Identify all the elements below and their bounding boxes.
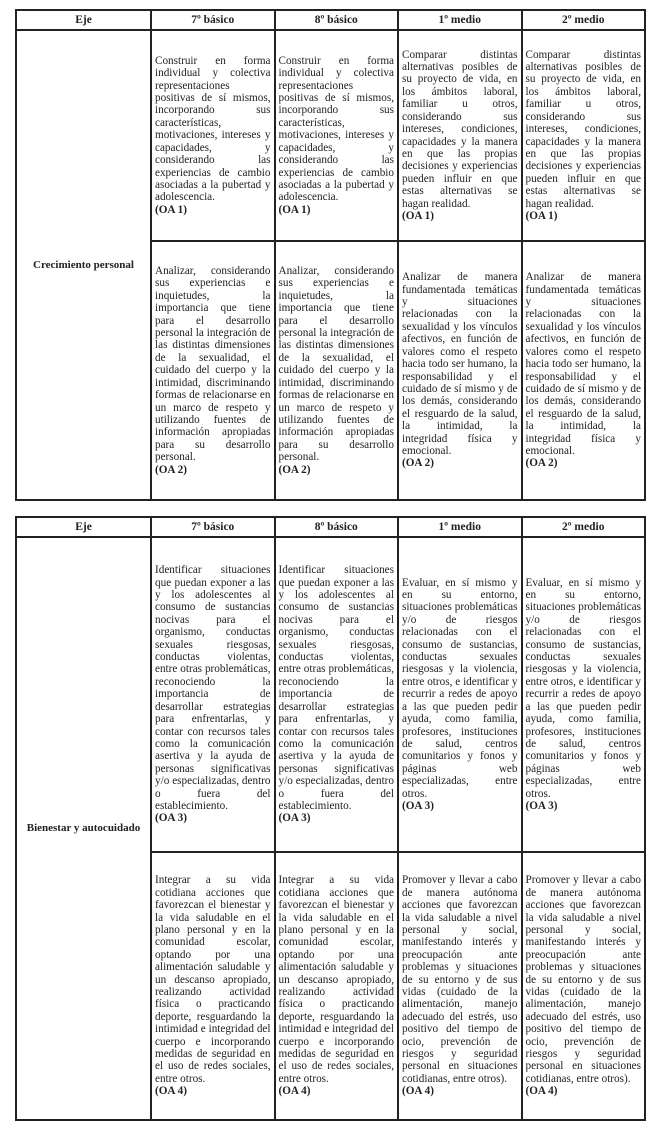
oa-code: (OA 2) <box>278 463 311 476</box>
objective-cell <box>522 241 646 500</box>
objective-text: Analizar, considerando sus experiencias e inquietudes, la importancia que tiene para el desarrollo personal la integración de las distintas dimensiones de la sexualidad, el cuidado del cuerpo y la intimidad, discriminando formas de relacionarse en un marco de respeto y utilizando fuentes de información apropiadas para su desarrollo personal. <box>155 265 271 464</box>
objective-text: Integrar a su vida cotidiana acciones que favorezcan el bienestar y la vida saludable en el plano personal y en la comunidad escolar, optando por una alimentación saludable y un descanso apropiado, realizando actividad física o practicando deporte, resguardando la intimidad e integridad del cuerpo e incorporando medidas de seguridad en el uso de redes sociales, entre otros. <box>278 874 394 1085</box>
objective-text: Identificar situaciones que puedan exponer a las y los adolescentes al consumo de sustancias nocivas para el organismo, conductas sexuales riesgosas, conductas violentas, entre otras problemáticas, reconociendo la importancia de desarrollar estrategias para enfrentarlas, y contar con recursos tales como la comunicación asertiva y la ayuda de personas significativas y/o especializadas, dentro o fuera del establecimiento. <box>155 564 271 812</box>
objective-cell <box>398 241 522 500</box>
objective-text: Analizar de manera fundamentada temáticas y situaciones relacionadas con la sexualidad y los vínculos afectivos, en función de valores como el respeto hacia todo ser humano, la responsabilidad y el cuidado de sí mismo y de los demás, considerando el resguardo de la salud, la intimidad, la integridad física y emocional. <box>525 271 641 457</box>
table-bienestar-autocuidado <box>15 516 646 1121</box>
objective-cell <box>151 30 275 241</box>
oa-code: (OA 4) <box>155 1085 188 1098</box>
objective-cell <box>398 30 522 241</box>
objective-text: Construir en forma individual y colectiva representaciones positivas de sí mismos, incorporando sus características, motivaciones, intereses y capacidades, y considerando las experiencias de cambio asociadas a la pubertad y adolescencia. <box>155 54 271 204</box>
objective-cell <box>275 537 399 852</box>
oa-code: (OA 1) <box>155 203 188 216</box>
objective-cell <box>151 852 275 1120</box>
oa-code: (OA 3) <box>278 812 311 825</box>
objective-text: Integrar a su vida cotidiana acciones que favorezcan el bienestar y la vida saludable en el plano personal y en la comunidad escolar, optando por una alimentación saludable y un descanso apropiado, realizando actividad física o practicando deporte, resguardando la intimidad e integridad del cuerpo e incorporando medidas de seguridad en el uso de redes sociales, entre otros. <box>155 874 271 1085</box>
column-header: Eje <box>16 517 151 537</box>
eje-cell: Crecimiento personal <box>16 30 151 500</box>
header-row <box>16 517 645 537</box>
oa-code: (OA 1) <box>402 209 435 222</box>
column-header: 7º básico <box>151 10 275 30</box>
objective-cell <box>522 30 646 241</box>
oa-code: (OA 3) <box>525 799 558 812</box>
table-row <box>16 537 645 852</box>
objective-text: Promover y llevar a cabo de manera autónoma acciones que favorezcan la vida saludable a nivel personal y social, manifestando interés y preocupación ante problemas y situaciones de su entorno y de sus vidas (cuidado de la alimentación, manejo adecuado del estrés, uso positivo del tiempo de ocio, prevención de riesgos y seguridad personal en situaciones cotidianas, entre otros). <box>402 874 518 1085</box>
oa-code: (OA 4) <box>278 1085 311 1098</box>
column-header: Eje <box>16 10 151 30</box>
column-header: 1º medio <box>398 517 522 537</box>
objective-cell <box>275 30 399 241</box>
header-row <box>16 10 645 30</box>
oa-code: (OA 3) <box>155 812 188 825</box>
column-header: 7º básico <box>151 517 275 537</box>
oa-code: (OA 2) <box>402 457 435 470</box>
objective-text: Identificar situaciones que puedan exponer a las y los adolescentes al consumo de sustancias nocivas para el organismo, conductas sexuales riesgosas, conductas violentas, entre otras problemáticas, reconociendo la importancia de desarrollar estrategias para enfrentarlas, y contar con recursos tales como la comunicación asertiva y la ayuda de personas significativas y/o especializadas, dentro o fuera del establecimiento. <box>278 564 394 812</box>
oa-code: (OA 4) <box>402 1085 435 1098</box>
objective-cell <box>275 852 399 1120</box>
objective-text: Promover y llevar a cabo de manera autónoma acciones que favorezcan la vida saludable a nivel personal y social, manifestando interés y preocupación ante problemas y situaciones de su entorno y de sus vidas (cuidado de la alimentación, manejo adecuado del estrés, uso positivo del tiempo de ocio, prevención de riesgos y seguridad personal en situaciones cotidianas, entre otros). <box>525 874 641 1085</box>
column-header: 8º básico <box>275 517 399 537</box>
eje-cell: Bienestar y autocuidado <box>16 537 151 1120</box>
column-header: 1º medio <box>398 10 522 30</box>
table-row <box>16 30 645 241</box>
objective-cell <box>398 852 522 1120</box>
objective-cell <box>522 852 646 1120</box>
oa-code: (OA 4) <box>525 1085 558 1098</box>
objective-cell <box>398 537 522 852</box>
objective-text: Comparar distintas alternativas posibles de su proyecto de vida, en los ámbitos laboral, familiar u otros, considerando sus intereses, condiciones, capacidades y la manera en que las propias decisiones y experiencias pueden influir en que estas alternativas se hagan realidad. <box>525 48 641 210</box>
objective-text: Analizar de manera fundamentada temáticas y situaciones relacionadas con la sexualidad y los vínculos afectivos, en función de valores como el respeto hacia todo ser humano, la responsabilidad y el cuidado de sí mismo y de los demás, considerando el resguardo de la salud, la intimidad, la integridad física y emocional. <box>402 271 518 457</box>
objective-cell <box>151 537 275 852</box>
objective-cell <box>522 537 646 852</box>
column-header: 8º básico <box>275 10 399 30</box>
objective-cell <box>151 241 275 500</box>
oa-code: (OA 1) <box>278 203 311 216</box>
oa-code: (OA 2) <box>525 457 558 470</box>
objective-cell <box>275 241 399 500</box>
column-header: 2º medio <box>522 517 646 537</box>
objective-text: Construir en forma individual y colectiva representaciones positivas de sí mismos, incorporando sus características, motivaciones, intereses y capacidades, y considerando las experiencias de cambio asociadas a la pubertad y adolescencia. <box>278 54 394 204</box>
table-crecimiento-personal <box>15 9 646 501</box>
oa-code: (OA 3) <box>402 799 435 812</box>
objective-text: Evaluar, en sí mismo y en su entorno, situaciones problemáticas y/o de riesgos relacionadas con el consumo de sustancias, conductas sexuales riesgosas y la violencia, entre otros, e identificar y recurrir a redes de apoyo a las que pueden pedir ayuda, como familia, profesores, instituciones de salud, centros comunitarios y fonos y páginas web especializadas, entre otros. <box>525 576 641 800</box>
objective-text: Analizar, considerando sus experiencias e inquietudes, la importancia que tiene para el desarrollo personal la integración de las distintas dimensiones de la sexualidad, el cuidado del cuerpo y la intimidad, discriminando formas de relacionarse en un marco de respeto y utilizando fuentes de información apropiadas para su desarrollo personal. <box>278 265 394 464</box>
column-header: 2º medio <box>522 10 646 30</box>
objective-text: Comparar distintas alternativas posibles de su proyecto de vida, en los ámbitos laboral, familiar u otros, considerando sus intereses, condiciones, capacidades y la manera en que las propias decisiones y experiencias pueden influir en que estas alternativas se hagan realidad. <box>402 48 518 210</box>
objective-text: Evaluar, en sí mismo y en su entorno, situaciones problemáticas y/o de riesgos relacionadas con el consumo de sustancias, conductas sexuales riesgosas y la violencia, entre otros, e identificar y recurrir a redes de apoyo a las que pueden pedir ayuda, como familia, profesores, instituciones de salud, centros comunitarios y fonos y páginas web especializadas, entre otros. <box>402 576 518 800</box>
oa-code: (OA 1) <box>525 209 558 222</box>
oa-code: (OA 2) <box>155 463 188 476</box>
